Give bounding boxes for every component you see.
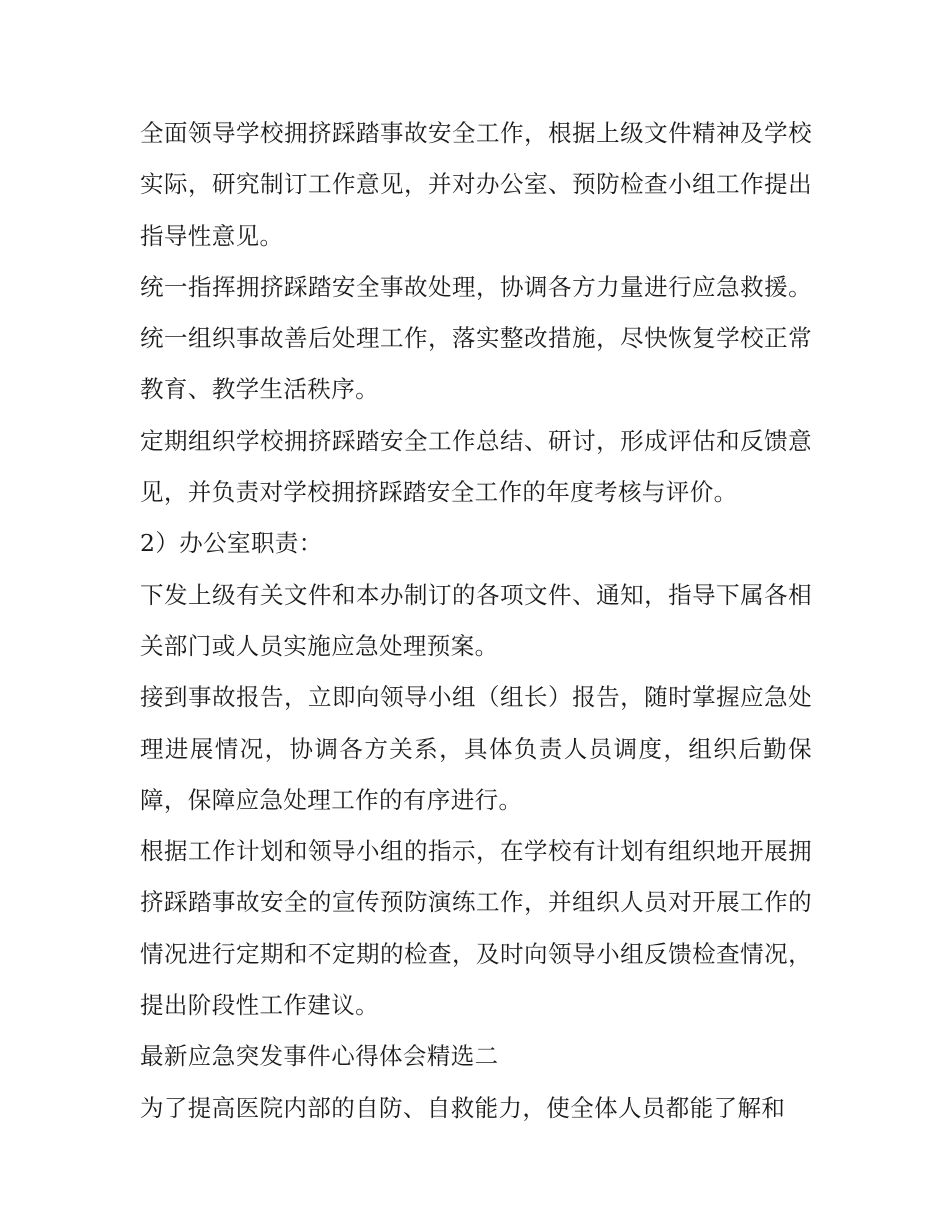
- paragraph-accident-report: 接到事故报告，立即向领导小组（组长）报告，随时掌握应急处理进展情况，协调各方关系，具体负责人员调度，组织后勤保障，保障应急处理工作的有序进行。: [140, 683, 812, 814]
- document-body: [140, 108, 812, 1134]
- paragraph-review-duties: 定期组织学校拥挤踩踏安全工作总结、研讨，形成评估和反馈意见，并负责对学校拥挤踩踏安全工作的年度考核与评价。: [140, 426, 812, 507]
- paragraph-work-plan: 根据工作计划和领导小组的指示，在学校有计划有组织地开展拥挤踩踏事故安全的宣传预防演练工作，并组织人员对开展工作的情况进行定期和不定期的检查，及时向领导小组反馈检查情况，提出阶段性工作建议。: [140, 837, 812, 1020]
- paragraph-issue-documents: 下发上级有关文件和本办制订的各项文件、通知，指导下属各相关部门或人员实施应急处理预案。: [140, 580, 812, 660]
- paragraph-command-duties: 统一指挥拥挤踩踏安全事故处理，协调各方力量进行应急救援。统一组织事故善后处理工作，落实整改措施，尽快恢复学校正常教育、教学生活秩序。: [140, 272, 812, 404]
- paragraph-leadership-duties: 全面领导学校拥挤踩踏事故安全工作，根据上级文件精神及学校实际，研究制订工作意见，并对办公室、预防检查小组工作提出指导性意见。: [140, 119, 812, 250]
- section-heading-office-duties: 2）办公室职责：: [140, 529, 323, 558]
- article-title-selection-two: 最新应急突发事件心得体会精选二: [140, 1042, 499, 1071]
- paragraph-hospital-intro: 为了提高医院内部的自防、自救能力，使全体人员都能了解和: [140, 1093, 786, 1122]
